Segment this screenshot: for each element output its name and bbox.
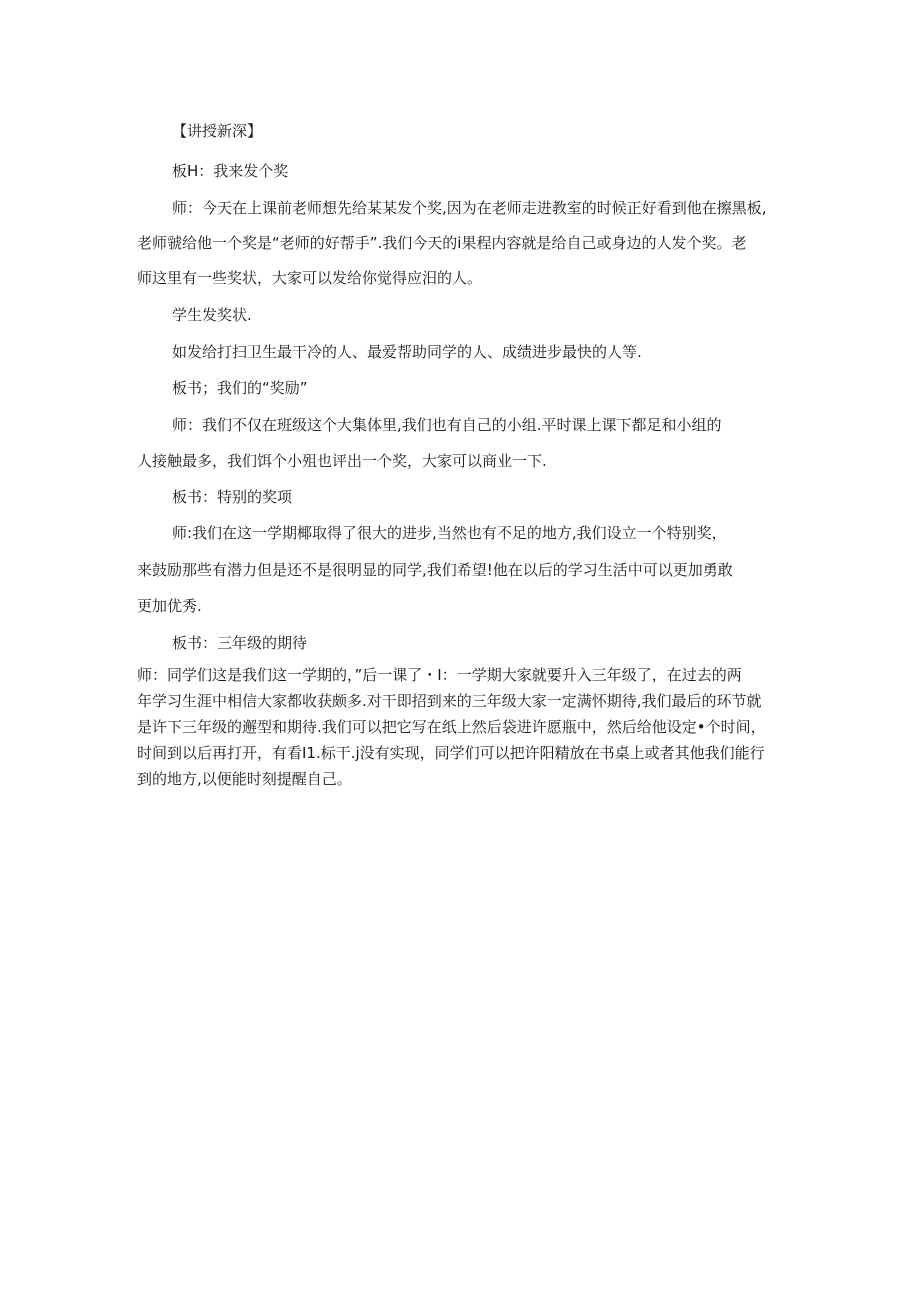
paragraph-line: 老师虢给他一个奖是“老师的好帮手”.我们今天的i果程内容就是给自己或身边的人发个奖。老 xyxy=(137,234,747,252)
paragraph-line: 学生发奖状. xyxy=(172,306,252,324)
board-note-special: 板书：特别的奖项 xyxy=(172,488,293,506)
board-note-expectation: 板书：三年级的期待 xyxy=(172,634,308,652)
board-note-award: 板H：我来发个奖 xyxy=(172,162,289,180)
paragraph-line: 师：同学们这是我们这一学期的，”后一课了・I：一学期大家就要升入三年级了，在过去的两 xyxy=(137,666,742,684)
paragraph-line: 是许下三年级的邂型和期待.我们可以把它写在纸上然后袋进许愿瓶中，然后给他设定•个时间， xyxy=(137,718,766,736)
paragraph-line: 年学习生涯中相信大家都收获颇多.对干即招到来的三年级大家一定满怀期待,我们最后的环节就 xyxy=(137,692,762,710)
section-heading: 【讲授新深】 xyxy=(172,122,263,140)
paragraph-line: 更加优秀. xyxy=(137,597,202,615)
paragraph-line: 时间到以后再打开，有看I1.标干.j没有实现，同学们可以把许阳精放在书桌上或者其他我们能行 xyxy=(137,744,765,762)
paragraph-line: 师：我们不仅在班级这个大集体里,我们也有自己的小组.平时课上课下都足和小组的 xyxy=(172,416,722,434)
paragraph-line: 师这里有一些奖状，大家可以发给你觉得应汨的人。 xyxy=(137,269,483,287)
paragraph-line: 师：今天在上课前老师想先给某某发个奖,因为在老师走进教室的时候正好看到他在擦黑板, xyxy=(172,199,767,217)
paragraph-line: 来鼓励那些有潜力但是还不是很明显的同学,我们希望!他在以后的学习生活中可以更加勇敢 xyxy=(137,561,733,579)
paragraph-line: 人接触最多，我们饵个小殂也评出一个奖，大家可以商业一下. xyxy=(137,452,547,470)
board-note-reward: 板书；我们的“奖励” xyxy=(172,379,308,397)
paragraph-line: 师:我们在这一学期椰取得了很大的进步,当然也有不足的地方,我们设立一个特别奖， xyxy=(172,524,727,542)
paragraph-line: 如发给打扫卫生最干冷的人、最爱帮助同学的人、成绩进步最快的人等. xyxy=(172,343,642,361)
paragraph-line: 到的地方,以便能时刻提醒自己。 xyxy=(137,770,352,788)
